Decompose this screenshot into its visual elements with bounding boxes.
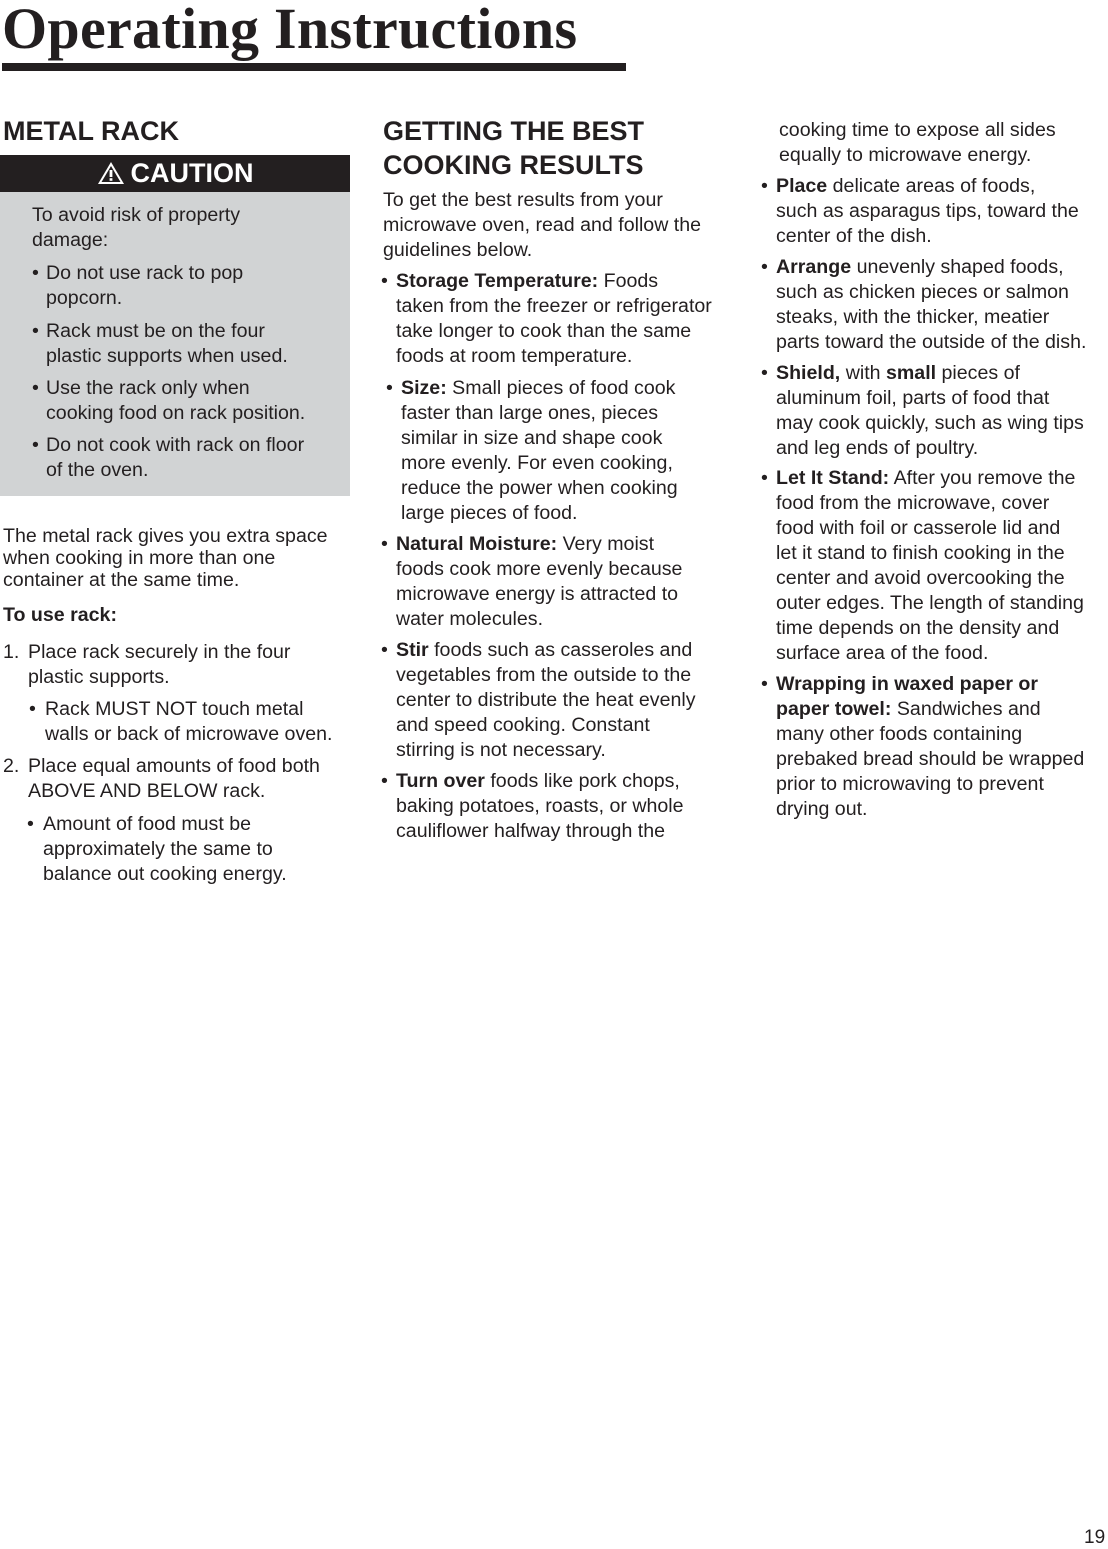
to-use-rack-label: To use rack:: [3, 604, 117, 626]
best-results-heading-2: COOKING RESULTS: [383, 150, 644, 180]
metal-rack-heading: METAL RACK: [3, 116, 179, 146]
metal-rack-body-3: container at the same time.: [3, 569, 240, 591]
continued-line-2: equally to microwave energy.: [779, 144, 1032, 166]
title-underline: [2, 63, 626, 71]
metal-rack-body-1: The metal rack gives you extra space: [3, 525, 328, 547]
best-results-heading-1: GETTING THE BEST: [383, 116, 645, 146]
best-results-intro-3: guidelines below.: [383, 239, 533, 261]
caution-intro-1: To avoid risk of property: [32, 204, 241, 226]
caution-intro-2: damage:: [32, 229, 109, 251]
best-results-intro-2: microwave oven, read and follow the: [383, 214, 702, 236]
metal-rack-body-2: when cooking in more than one: [3, 547, 276, 569]
caution-bar: [0, 155, 350, 192]
best-results-intro-1: To get the best results from your: [383, 189, 663, 211]
caution-label: CAUTION: [130, 158, 254, 188]
warning-triangle-icon: [97, 161, 125, 185]
continued-line-1: cooking time to expose all sides: [779, 119, 1056, 141]
page-title: Operating Instructions: [2, 0, 578, 61]
page-number: 19: [1084, 1527, 1106, 1548]
